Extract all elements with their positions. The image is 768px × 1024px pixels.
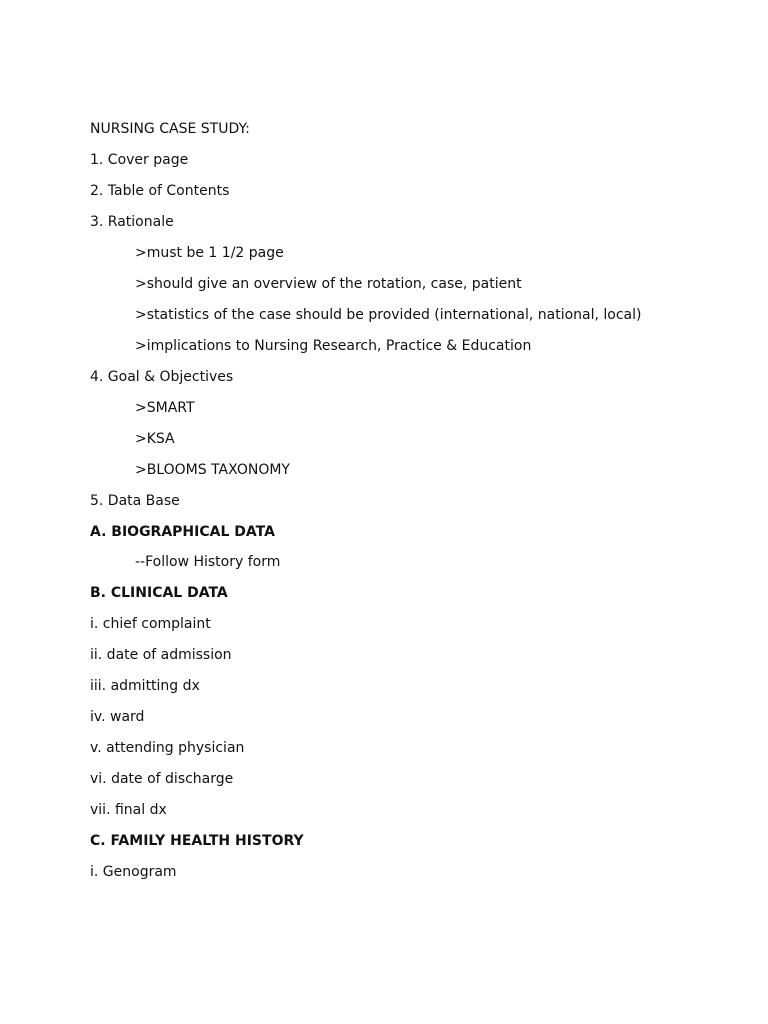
clinical-data-item: v. attending physician xyxy=(90,740,245,756)
rationale-point: >should give an overview of the rotation, case, patient xyxy=(135,276,522,292)
clinical-data-item: iv. ward xyxy=(90,709,145,725)
list-item-rationale: 3. Rationale xyxy=(90,214,174,230)
list-item-data-base: 5. Data Base xyxy=(90,493,180,509)
section-heading-clinical-data: B. CLINICAL DATA xyxy=(90,585,228,601)
biographical-data-note: --Follow History form xyxy=(135,554,281,570)
rationale-point: >statistics of the case should be provided (international, national, local) xyxy=(135,307,642,323)
clinical-data-item: ii. date of admission xyxy=(90,647,232,663)
list-item-goal-objectives: 4. Goal & Objectives xyxy=(90,369,234,385)
document-title: NURSING CASE STUDY: xyxy=(90,121,250,137)
section-heading-biographical-data: A. BIOGRAPHICAL DATA xyxy=(90,524,275,540)
section-heading-family-health-history: C. FAMILY HEALTH HISTORY xyxy=(90,833,304,849)
rationale-point: >must be 1 1/2 page xyxy=(135,245,284,261)
family-history-item: i. Genogram xyxy=(90,864,177,880)
clinical-data-item: vi. date of discharge xyxy=(90,771,234,787)
goal-point: >SMART xyxy=(135,400,195,416)
clinical-data-item: vii. final dx xyxy=(90,802,167,818)
list-item-cover-page: 1. Cover page xyxy=(90,152,189,168)
clinical-data-item: iii. admitting dx xyxy=(90,678,200,694)
rationale-point: >implications to Nursing Research, Practice & Education xyxy=(135,338,532,354)
clinical-data-item: i. chief complaint xyxy=(90,616,211,632)
list-item-table-of-contents: 2. Table of Contents xyxy=(90,183,230,199)
goal-point: >BLOOMS TAXONOMY xyxy=(135,462,290,478)
goal-point: >KSA xyxy=(135,431,175,447)
